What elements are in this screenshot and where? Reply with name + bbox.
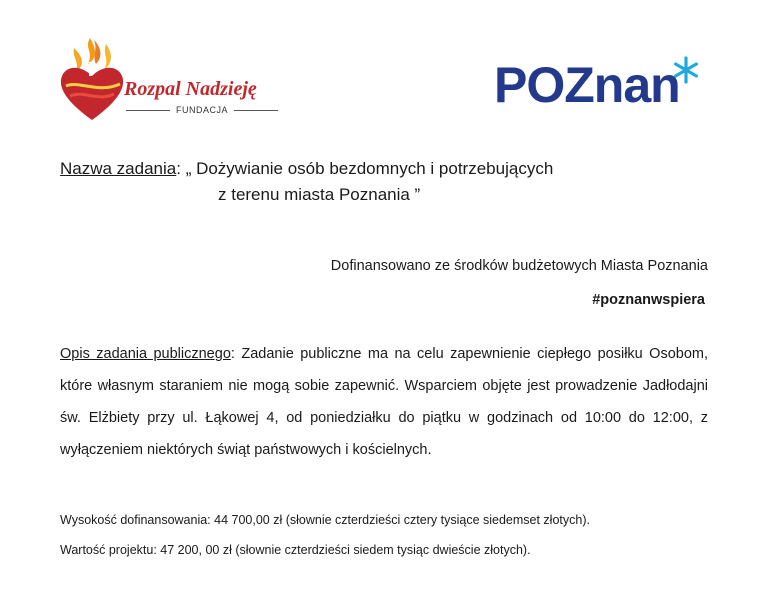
hashtag: #poznanwspiera [592,292,705,308]
funding-amount: Wysokość dofinansowania: 44 700,00 zł (słownie czterdzieści cztery tysiące siedemset złotych). [60,513,590,527]
flaming-heart-icon [54,34,130,126]
task-description [60,338,708,466]
divider-line [126,110,170,111]
project-value: Wartość projektu: 47 200, 00 zł (słownie czterdzieści siedem tysiąc dwieście złotych). [60,543,531,557]
divider-line [234,110,278,111]
foundation-name: Rozpal Nadzieję [124,78,257,100]
task-label: Nazwa zadania [60,159,177,178]
asterisk-star-icon [672,56,700,84]
poznan-logo [488,38,710,112]
foundation-sub-label: FUNDACJA [176,105,229,115]
funding-statement: Dofinansowano ze środków budżetowych Miasta Poznania [330,258,708,274]
task-title-line-1 [60,156,710,182]
description-text: : Zadanie publiczne ma na celu zapewnienie ciepłego posiłku Osobom, które własnym staraniem nie mogą sobie zapewnić. Wsparciem objęte jest prowadzenie Jadłodajni św. Elżbiety przy ul. Łąkowej 4, od poniedziałku do piątku w godzinach od 10:00 do 12:00, z wyłączeniem niektórych świąt państwowych i kościelnych. [60,346,708,458]
task-name-part-2: z terenu miasta Poznania ” [218,185,421,204]
task-title [60,156,710,208]
task-name-part-1: : „ Dożywianie osób bezdomnych i potrzebujących [176,159,554,178]
foundation-subtitle [126,105,278,115]
foundation-logo [54,34,294,126]
description-label: Opis zadania publicznego [60,346,231,362]
poznan-logo-text: POZnan [494,57,680,113]
